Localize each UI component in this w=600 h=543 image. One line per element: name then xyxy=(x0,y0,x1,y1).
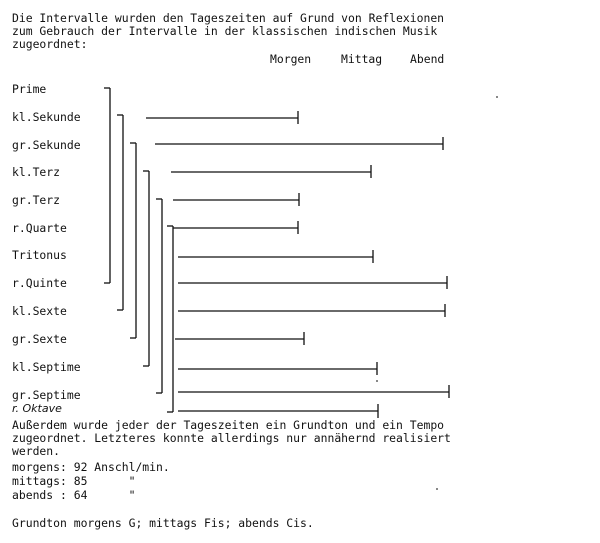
bar-kl-sekunde xyxy=(146,111,298,124)
outro-line-2: zugeordnet. Letzteres konnte allerdings nur annähernd realisiert xyxy=(12,431,451,445)
interval-label-gr-terz: gr.Terz xyxy=(12,193,61,207)
tempo-morgens: morgens: 92 Anschl/min. xyxy=(12,460,170,474)
interval-label-prime: Prime xyxy=(12,82,47,96)
intro-line-3: zugeordnet: xyxy=(12,37,88,51)
bar-gr-septime xyxy=(178,385,449,398)
interval-label-kl-sexte: kl.Sexte xyxy=(12,304,67,318)
bracket-sekunde-sexte xyxy=(117,115,123,310)
interval-label-r-oktave: r. Oktave xyxy=(12,402,62,415)
bar-tritonus xyxy=(178,250,373,263)
bar-r-quinte xyxy=(178,276,447,289)
interval-label-gr-sexte: gr.Sexte xyxy=(12,332,67,346)
bracket-grterz-grseptime xyxy=(156,199,162,393)
bar-r-oktave xyxy=(178,404,378,418)
interval-label-kl-septime: kl.Septime xyxy=(12,360,81,374)
bar-kl-terz xyxy=(171,165,371,178)
interval-label-r-quarte: r.Quarte xyxy=(12,221,67,235)
column-header-abend: Abend xyxy=(410,52,445,66)
tempo-mittags: mittags: 85 " xyxy=(12,474,136,488)
bracket-terz-septime xyxy=(143,171,149,366)
column-header-mittag: Mittag xyxy=(341,52,383,66)
bar-gr-terz xyxy=(173,193,299,206)
interval-label-gr-sekunde: gr.Sekunde xyxy=(12,138,81,152)
tempo-abends: abends : 64 " xyxy=(12,488,136,502)
bracket-quarte-oktave xyxy=(167,226,173,412)
interval-label-kl-terz: kl.Terz xyxy=(12,165,61,179)
bracket-prime-quinte xyxy=(104,88,110,283)
bracket-grsekunde-grsexte xyxy=(130,143,136,338)
outro-line-1: Außerdem wurde jeder der Tageszeiten ein Grundton und ein Tempo xyxy=(12,418,445,432)
interval-label-tritonus: Tritonus xyxy=(12,248,67,262)
outro-line-3: werden. xyxy=(12,444,61,458)
grundton-line: Grundton morgens G; mittags Fis; abends Cis. xyxy=(12,516,314,530)
intro-line-1: Die Intervalle wurden den Tageszeiten auf Grund von Reflexionen xyxy=(12,11,445,25)
column-header-morgen: Morgen xyxy=(270,52,312,66)
bar-r-quarte xyxy=(173,221,298,234)
interval-label-r-quinte: r.Quinte xyxy=(12,276,67,290)
interval-label-kl-sekunde: kl.Sekunde xyxy=(12,110,81,124)
bar-kl-sexte xyxy=(178,304,445,317)
intro-line-2: zum Gebrauch der Intervalle in der klassischen indischen Musik xyxy=(12,24,438,38)
bar-gr-sexte xyxy=(175,332,304,345)
bar-gr-sekunde xyxy=(155,137,443,150)
interval-label-gr-septime: gr.Septime xyxy=(12,388,81,402)
bar-kl-septime xyxy=(178,362,377,375)
